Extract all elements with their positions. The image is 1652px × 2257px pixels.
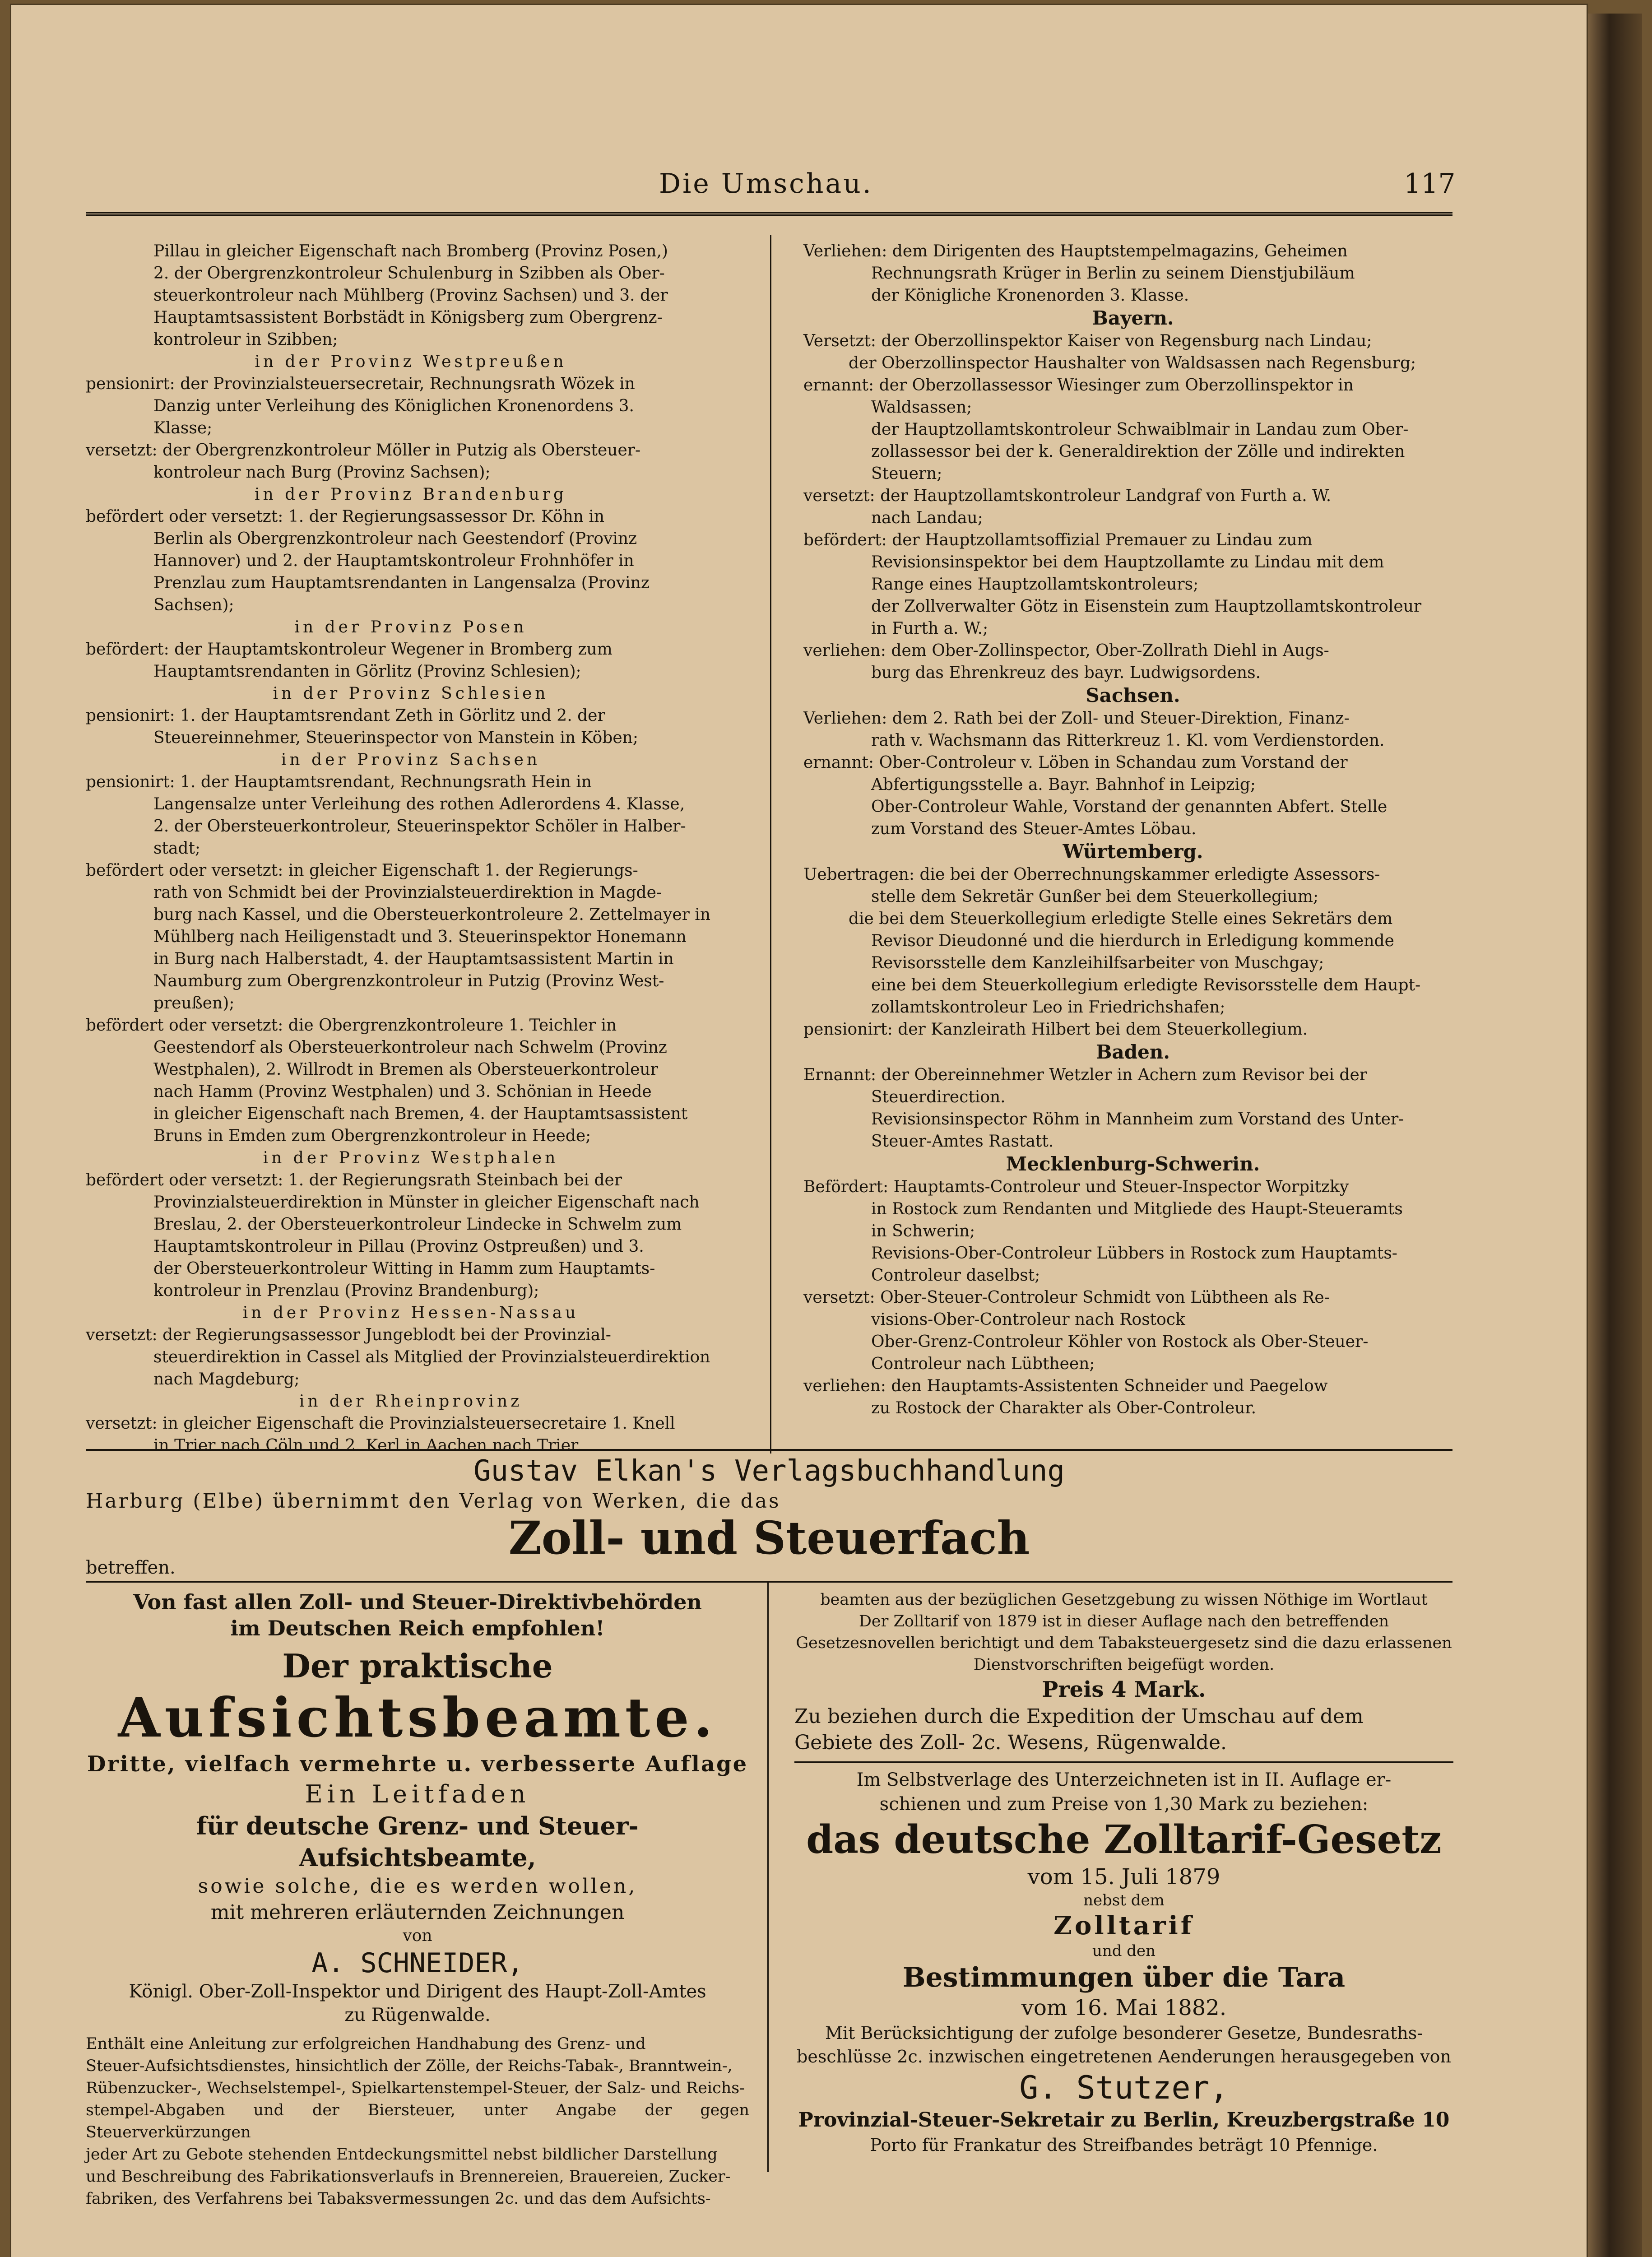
left-column-province: in der Rheinprovinz bbox=[299, 1392, 523, 1411]
right-column-line: Verliehen: dem Dirigenten des Hauptstempelmagazins, Geheimen bbox=[803, 242, 1348, 260]
right-column-line: Rechnungsrath Krüger in Berlin zu seinem Dienstjubiläum bbox=[871, 264, 1355, 283]
right-column-line: visions-Ober-Controleur nach Rostock bbox=[871, 1310, 1185, 1329]
ad-right-body-line: beamten aus der bezüglichen Gesetzgebung zu wissen Nöthige im Wortlaut bbox=[820, 1591, 1428, 1609]
left-column-line: versetzt: in gleicher Eigenschaft die Provinzialsteuersecretaire 1. Knell bbox=[86, 1414, 675, 1433]
left-column-line: Prenzlau zum Hauptamtsrendanten in Langensalza (Provinz bbox=[153, 574, 650, 592]
left-column-line: pensionirt: der Provinzialsteuersecretair, Rechnungsrath Wözek in bbox=[86, 375, 635, 393]
right-column-line: in Furth a. W.; bbox=[871, 619, 988, 638]
right-column-line: ernannt: Ober-Controleur v. Löben in Schandau zum Vorstand der bbox=[803, 753, 1348, 772]
left-column-line: pensionirt: 1. der Hauptamtsrendant Zeth in Görlitz und 2. der bbox=[86, 706, 605, 725]
ad-left-audience: für deutsche Grenz- und Steuer-Aufsichtsbeamte, bbox=[196, 1811, 639, 1872]
right-column-line: zollassessor bei der k. Generaldirektion der Zölle und indirekten bbox=[871, 442, 1405, 461]
right-column-line: Revisionsinspector Röhm in Mannheim zum Vorstand des Unter- bbox=[871, 1110, 1404, 1128]
right-column-line: Revisions-Ober-Controleur Lübbers in Rostock zum Hauptamts- bbox=[871, 1244, 1397, 1263]
left-column-province: in der Provinz Hessen-Nassau bbox=[242, 1304, 579, 1322]
ad-right-nebst: nebst dem bbox=[1083, 1891, 1165, 1909]
left-column-line: preußen); bbox=[153, 994, 235, 1012]
left-column-line: in Burg nach Halberstadt, 4. der Hauptamtsassistent Martin in bbox=[153, 950, 674, 968]
left-column-line: Hauptamtsrendanten in Görlitz (Provinz Schlesien); bbox=[153, 662, 581, 681]
column-divider bbox=[770, 235, 771, 1454]
left-column-line: nach Hamm (Provinz Westphalen) und 3. Schönian in Heede bbox=[153, 1082, 652, 1101]
ad-right-und: und den bbox=[1092, 1942, 1156, 1960]
ad-left-drawings: mit mehreren erläuternden Zeichnungen bbox=[210, 1901, 625, 1924]
ad-right-order2: Gebiete des Zoll- 2c. Wesens, Rügenwalde. bbox=[794, 1731, 1227, 1754]
ad-right-date2: vom 16. Mai 1882. bbox=[1021, 1995, 1227, 2020]
right-column-line: Waldsassen; bbox=[871, 398, 972, 417]
right-column-line: Ober-Controleur Wahle, Vorstand der genannten Abfert. Stelle bbox=[871, 798, 1387, 816]
header-rule bbox=[86, 212, 1452, 216]
ad-right-zolltarif: Zolltarif bbox=[1053, 1911, 1194, 1941]
ad-right bbox=[794, 1589, 1453, 2157]
left-column-line: Mühlberg nach Heiligenstadt und 3. Steuerinspektor Honemann bbox=[153, 928, 687, 946]
right-column-line: ernannt: der Oberzollassessor Wiesinger zum Oberzollinspektor in bbox=[803, 376, 1354, 395]
left-column-line: Pillau in gleicher Eigenschaft nach Bromberg (Provinz Posen,) bbox=[153, 242, 668, 260]
left-column-line: kontroleur in Prenzlau (Provinz Brandenburg); bbox=[153, 1282, 539, 1300]
left-column-line: 2. der Obergrenzkontroleur Schulenburg in Szibben als Ober- bbox=[153, 264, 665, 283]
left-column-line: steuerkontroleur nach Mühlberg (Provinz Sachsen) und 3. der bbox=[153, 286, 668, 305]
left-column-line: versetzt: der Regierungsassessor Jungeblodt bei der Provinzial- bbox=[86, 1326, 611, 1344]
left-column-line: in Trier nach Cöln und 2. Kerl in Aachen nach Trier. bbox=[153, 1436, 582, 1455]
right-column-heading: Würtemberg. bbox=[1063, 841, 1203, 863]
left-column-line: kontroleur nach Burg (Provinz Sachsen); bbox=[153, 463, 491, 482]
ad-left-author: A. SCHNEIDER, bbox=[311, 1947, 524, 1979]
left-column-line: Naumburg zum Obergrenzkontroleur in Putzig (Provinz West- bbox=[153, 972, 664, 990]
ad-left-recommend: Von fast allen Zoll- und Steuer-Direktivbehörden bbox=[133, 1590, 702, 1614]
right-column-line: rath v. Wachsmann das Ritterkreuz 1. Kl. vom Verdienstorden. bbox=[871, 731, 1385, 750]
right-column-line: der Hauptzollamtskontroleur Schwaiblmair in Landau zum Ober- bbox=[871, 420, 1409, 439]
left-column-province: in der Provinz Westphalen bbox=[263, 1149, 559, 1167]
right-column-heading: Mecklenburg-Schwerin. bbox=[1006, 1153, 1260, 1175]
ad-divider bbox=[767, 1581, 769, 2172]
publisher-line: Harburg (Elbe) übernimmt den Verlag von Werken, die das bbox=[86, 1490, 781, 1513]
right-column-line: Controleur nach Lübtheen; bbox=[871, 1355, 1095, 1373]
left-column-line: 2. der Obersteuerkontroleur, Steuerinspektor Schöler in Halber- bbox=[153, 817, 686, 836]
ad-left-body-line: stempel-Abgaben und der Biersteuer, unter Angabe der gegen Steuerverkürzungen bbox=[86, 2101, 749, 2141]
ad-right-address: Provinzial-Steuer-Sekretair zu Berlin, Kreuzbergstraße 10 bbox=[798, 2108, 1450, 2132]
left-column-line: befördert oder versetzt: die Obergrenzkontroleure 1. Teichler in bbox=[86, 1016, 617, 1035]
right-column-heading: Bayern. bbox=[1092, 307, 1174, 329]
right-column-line: Befördert: Hauptamts-Controleur und Steuer-Inspector Worpitzky bbox=[803, 1178, 1349, 1196]
left-column-province: in der Provinz Brandenburg bbox=[254, 485, 567, 504]
publisher-name: Gustav Elkan's Verlagsbuchhandlung bbox=[473, 1454, 1065, 1488]
right-column bbox=[803, 240, 1462, 1419]
ad-right-bestimmungen: Bestimmungen über die Tara bbox=[902, 1962, 1346, 1993]
right-column-line: Steuern; bbox=[871, 464, 942, 483]
right-column-line: pensionirt: der Kanzleirath Hilbert bei dem Steuerkollegium. bbox=[803, 1020, 1308, 1039]
ad-right-body-line: Gesetzesnovellen berichtigt und dem Tabaksteuergesetz sind die dazu erlassenen bbox=[796, 1634, 1452, 1652]
right-column-line: zum Vorstand des Steuer-Amtes Löbau. bbox=[871, 820, 1197, 838]
right-column-line: verliehen: den Hauptamts-Assistenten Schneider und Paegelow bbox=[803, 1377, 1328, 1395]
right-column-line: Revisionsinspektor bei dem Hauptzollamte zu Lindau mit dem bbox=[871, 553, 1384, 571]
publisher-end: betreffen. bbox=[86, 1557, 176, 1578]
book-edge bbox=[1588, 14, 1642, 2257]
left-column-line: kontroleur in Szibben; bbox=[153, 330, 338, 349]
ad-left-body-line: Rübenzucker-, Wechselstempel-, Spielkartenstempel-Steuer, der Salz- und Reichs- bbox=[86, 2079, 745, 2097]
left-column-line: Steuereinnehmer, Steuerinspector von Manstein in Köben; bbox=[153, 729, 638, 747]
right-column-line: verliehen: dem Ober-Zollinspector, Ober-Zollrath Diehl in Augs- bbox=[803, 641, 1329, 660]
left-column-province: in der Provinz Posen bbox=[294, 618, 527, 636]
right-column-line: der Zollverwalter Götz in Eisenstein zum Hauptzollamtskontroleur bbox=[871, 597, 1422, 616]
ad-rule-top bbox=[86, 1449, 1452, 1451]
right-column-line: eine bei dem Steuerkollegium erledigte Revisorsstelle dem Haupt- bbox=[871, 976, 1421, 994]
right-column-line: Steuer-Amtes Rastatt. bbox=[871, 1132, 1054, 1151]
left-column-province: in der Provinz Westpreußen bbox=[255, 353, 567, 371]
right-column-line: Ernannt: der Obereinnehmer Wetzler in Achern zum Revisor bei der bbox=[803, 1066, 1367, 1084]
ad-right-rule bbox=[794, 1761, 1453, 1763]
ad-left-edition: Dritte, vielfach vermehrte u. verbesserte Auflage bbox=[87, 1751, 748, 1777]
ad-left-body-line: Steuer-Aufsichtsdienstes, hinsichtlich der Zölle, der Reichs-Tabak-, Branntwein-, bbox=[86, 2057, 733, 2075]
left-column-line: stadt; bbox=[153, 839, 201, 858]
right-column-line: Steuerdirection. bbox=[871, 1088, 1006, 1106]
left-column-line: Geestendorf als Obersteuerkontroleur nach Schwelm (Provinz bbox=[153, 1038, 667, 1057]
ad-right-self2: schienen und zum Preise von 1,30 Mark zu beziehen: bbox=[879, 1794, 1369, 1815]
left-column-line: Langensalze unter Verleihung des rothen Adlerordens 4. Klasse, bbox=[153, 795, 685, 813]
right-column-line: der Oberzollinspector Haushalter von Waldsassen nach Regensburg; bbox=[849, 354, 1416, 372]
left-column-line: Danzig unter Verleihung des Königlichen Kronenordens 3. bbox=[153, 397, 634, 415]
page-number: 117 bbox=[1404, 168, 1456, 200]
left-column-line: befördert: der Hauptamtskontroleur Wegener in Bromberg zum bbox=[86, 640, 613, 659]
right-column-line: zollamtskontroleur Leo in Friedrichshafen; bbox=[871, 998, 1225, 1017]
left-column-line: steuerdirektion in Cassel als Mitglied der Provinzialsteuerdirektion bbox=[153, 1348, 710, 1366]
ad-left-author-title: Königl. Ober-Zoll-Inspektor und Dirigent des Haupt-Zoll-Amtes bbox=[129, 1981, 706, 2002]
ad-left-title1: Der praktische bbox=[282, 1647, 553, 1685]
left-column-line: Breslau, 2. der Obersteuerkontroleur Lindecke in Schwelm zum bbox=[153, 1215, 682, 1234]
right-column-line: Uebertragen: die bei der Oberrechnungskammer erledigte Assessors- bbox=[803, 865, 1380, 884]
right-column-line: in Rostock zum Rendanten und Mitgliede des Haupt-Steueramts bbox=[871, 1200, 1403, 1218]
ad-right-porto: Porto für Frankatur des Streifbandes beträgt 10 Pfennige. bbox=[870, 2135, 1378, 2155]
right-column-line: Versetzt: der Oberzollinspektor Kaiser von Regensburg nach Lindau; bbox=[803, 332, 1372, 350]
left-column-line: versetzt: der Obergrenzkontroleur Möller in Putzig als Obersteuer- bbox=[86, 441, 641, 460]
left-column-line: Hauptamtsassistent Borbstädt in Königsberg zum Obergrenz- bbox=[153, 308, 663, 327]
left-column-line: Westphalen), 2. Willrodt in Bremen als Obersteuerkontroleur bbox=[153, 1060, 658, 1079]
ad-right-price: Preis 4 Mark. bbox=[1042, 1677, 1206, 1702]
left-column-line: Provinzialsteuerdirektion in Münster in gleicher Eigenschaft nach bbox=[153, 1193, 700, 1212]
left-column-line: Hannover) und 2. der Hauptamtskontroleur Frohnhöfer in bbox=[153, 552, 634, 570]
ad-right-order1: Zu beziehen durch die Expedition der Umschau auf dem bbox=[794, 1705, 1364, 1728]
left-column-line: befördert oder versetzt: 1. der Regierungsrath Steinbach bei der bbox=[86, 1171, 622, 1189]
ad-left bbox=[86, 1589, 749, 2210]
header-title: Die Umschau. bbox=[659, 168, 873, 200]
right-column-line: die bei dem Steuerkollegium erledigte Stelle eines Sekretärs dem bbox=[849, 910, 1393, 928]
right-column-heading: Sachsen. bbox=[1086, 684, 1180, 706]
ad-left-body-line: Enthält eine Anleitung zur erfolgreichen Handhabung des Grenz- und bbox=[86, 2035, 646, 2053]
ad-left-audience2: sowie solche, die es werden wollen, bbox=[198, 1875, 637, 1898]
ad-right-title: das deutsche Zolltarif-Gesetz bbox=[806, 1817, 1442, 1862]
left-column-line: pensionirt: 1. der Hauptamtsrendant, Rechnungsrath Hein in bbox=[86, 773, 592, 791]
left-column-line: Klasse; bbox=[153, 419, 213, 437]
right-column-line: Controleur daselbst; bbox=[871, 1266, 1040, 1285]
left-column-line: Hauptamtskontroleur in Pillau (Provinz Ostpreußen) und 3. bbox=[153, 1237, 644, 1256]
left-column-line: burg nach Kassel, und die Obersteuerkontroleure 2. Zettelmayer in bbox=[153, 906, 711, 924]
ad-right-note1: Mit Berücksichtigung der zufolge besonderer Gesetze, Bundesraths- bbox=[825, 2023, 1423, 2043]
right-column-line: Ober-Grenz-Controleur Köhler von Rostock als Ober-Steuer- bbox=[871, 1333, 1369, 1351]
ad-left-guide: Ein Leitfaden bbox=[305, 1780, 530, 1808]
ad-right-note2: beschlüsse 2c. inzwischen eingetretenen Aenderungen herausgegeben von bbox=[797, 2047, 1451, 2067]
left-column-line: Sachsen); bbox=[153, 596, 234, 614]
left-column-line: der Obersteuerkontroleur Witting in Hamm zum Hauptamts- bbox=[153, 1259, 655, 1278]
right-column-line: Verliehen: dem 2. Rath bei der Zoll- und Steuer-Direktion, Finanz- bbox=[803, 709, 1350, 728]
ad-right-body bbox=[794, 1589, 1453, 1676]
right-column-line: stelle dem Sekretär Gunßer bei dem Steuerkollegium; bbox=[871, 887, 1319, 906]
right-column-line: nach Landau; bbox=[871, 509, 983, 527]
ad-left-body bbox=[86, 2033, 749, 2210]
left-column-province: in der Provinz Sachsen bbox=[281, 751, 541, 769]
right-column-line: versetzt: Ober-Steuer-Controleur Schmidt von Lübtheen als Re- bbox=[803, 1288, 1330, 1307]
right-column-line: der Königliche Kronenorden 3. Klasse. bbox=[871, 286, 1189, 305]
left-column-line: Berlin als Obergrenzkontroleur nach Geestendorf (Provinz bbox=[153, 529, 637, 548]
right-column-line: burg das Ehrenkreuz des bayr. Ludwigsordens. bbox=[871, 664, 1261, 682]
left-column-province: in der Provinz Schlesien bbox=[273, 684, 549, 703]
right-column-line: in Schwerin; bbox=[871, 1222, 975, 1240]
left-column-line: befördert oder versetzt: 1. der Regierungsassessor Dr. Köhn in bbox=[86, 507, 605, 526]
right-column-line: Abfertigungsstelle a. Bayr. Bahnhof in Leipzig; bbox=[871, 776, 1256, 794]
ad-left-body-line: und Beschreibung des Fabrikationsverlaufs in Brennereien, Brauereien, Zucker- bbox=[86, 2168, 731, 2186]
right-column-line: zu Rostock der Charakter als Ober-Controleur. bbox=[871, 1399, 1257, 1417]
right-column-heading: Baden. bbox=[1096, 1041, 1170, 1063]
right-column-line: Revisorsstelle dem Kanzleihilfsarbeiter von Muschgay; bbox=[871, 954, 1324, 972]
left-column-line: rath von Schmidt bei der Provinzialsteuerdirektion in Magde- bbox=[153, 883, 662, 902]
ad-right-date1: vom 15. Juli 1879 bbox=[1027, 1864, 1220, 1890]
ad-left-author-place: zu Rügenwalde. bbox=[344, 2005, 491, 2025]
ad-left-recommend2: im Deutschen Reich empfohlen! bbox=[230, 1616, 605, 1640]
ad-right-body-line: Der Zolltarif von 1879 ist in dieser Auflage nach den betreffenden bbox=[858, 1612, 1389, 1630]
left-column-line: in gleicher Eigenschaft nach Bremen, 4. der Hauptamtsassistent bbox=[153, 1105, 688, 1123]
ad-right-author: G. Stutzer, bbox=[1019, 2069, 1229, 2106]
ad-right-self1: Im Selbstverlage des Unterzeichneten ist in II. Auflage er- bbox=[856, 1769, 1392, 1790]
left-column-line: befördert oder versetzt: in gleicher Eigenschaft 1. der Regierungs- bbox=[86, 861, 638, 880]
ad-left-body-line: jeder Art zu Gebote stehenden Entdeckungsmittel nebst bildlicher Darstellung bbox=[86, 2146, 718, 2164]
right-column-line: Revisor Dieudonné und die hierdurch in Erledigung kommende bbox=[871, 932, 1394, 950]
ad-left-title2: Aufsichtsbeamte. bbox=[118, 1686, 717, 1750]
right-column-line: versetzt: der Hauptzollamtskontroleur Landgraf von Furth a. W. bbox=[803, 487, 1332, 505]
left-column bbox=[86, 240, 736, 1457]
ad-left-body-line: fabriken, des Verfahrens bei Tabaksvermessungen 2c. und das dem Aufsichts- bbox=[86, 2190, 711, 2208]
left-column-line: Bruns in Emden zum Obergrenzkontroleur in Heede; bbox=[153, 1127, 591, 1145]
left-column-line: nach Magdeburg; bbox=[153, 1370, 300, 1389]
right-column-line: Range eines Hauptzollamtskontroleurs; bbox=[871, 575, 1199, 594]
ad-right-body-line: Dienstvorschriften beigefügt worden. bbox=[973, 1656, 1275, 1674]
ad-left-von: von bbox=[403, 1927, 432, 1945]
right-column-line: befördert: der Hauptzollamtsoffizial Premauer zu Lindau zum bbox=[803, 531, 1313, 549]
ad-rule-mid bbox=[86, 1581, 1452, 1583]
publisher-subject: Zoll- und Steuerfach bbox=[508, 1511, 1030, 1565]
